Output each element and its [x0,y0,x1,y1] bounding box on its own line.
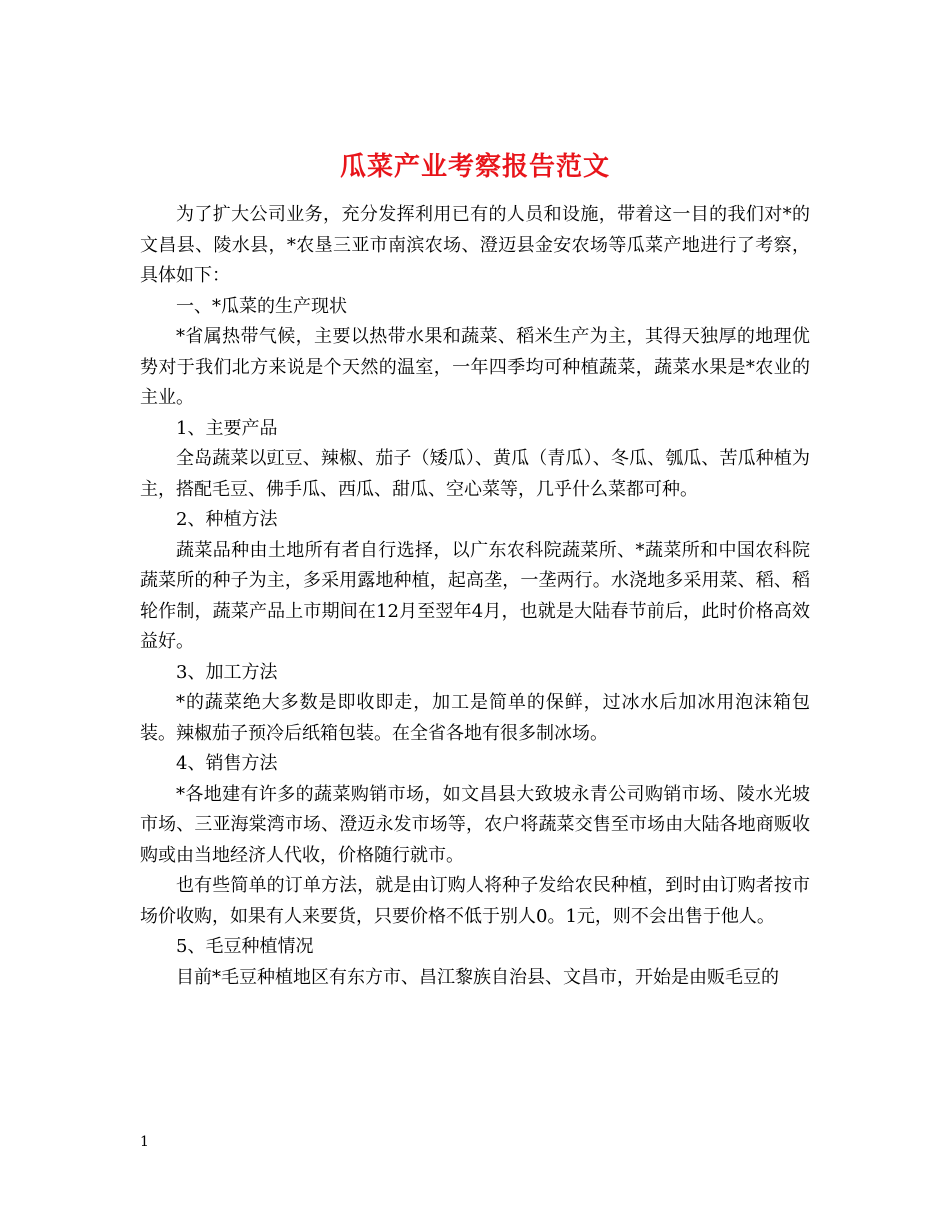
paragraph: *省属热带气候，主要以热带水果和蔬菜、稻米生产为主，其得天独厚的地理优势对于我们北方来说是个天然的温室，一年四季均可种植蔬菜，蔬菜水果是*农业的主业。 [140,326,810,408]
section-heading: 2、种植方法 [176,509,278,530]
paragraph: 为了扩大公司业务，充分发挥利用已有的人员和设施，带着这一目的我们对*的文昌县、陵水县，*农垦三亚市南滨农场、澄迈县金安农场等瓜菜产地进行了考察，具体如下： [140,204,810,286]
paragraph: *各地建有许多的蔬菜购销市场，如文昌县大致坡永青公司购销市场、陵水光坡市场、三亚海棠湾市场、澄迈永发市场等，农户将蔬菜交售至市场由大陆各地商贩收购或由当地经济人代收，价格随行就市。 [140,783,810,866]
section-heading: 4、销售方法 [176,753,278,774]
page-number: 1 [140,1134,149,1150]
document-title: 瓜菜产业考察报告范文 [339,152,610,183]
section-heading: 5、毛豆种植情况 [176,936,314,957]
section-heading: 3、加工方法 [176,661,278,683]
paragraph: *的蔬菜绝大多数是即收即走，加工是简单的保鲜，过冰水后加冰用泡沫箱包装。辣椒茄子预冷后纸箱包装。在全省各地有很多制冰场。 [140,692,810,744]
section-heading: 一、*瓜菜的生产现状 [176,295,347,317]
paragraph: 目前*毛豆种植地区有东方市、昌江黎族自治县、文昌市，开始是由贩毛豆的 [176,966,779,988]
section-heading: 1、主要产品 [176,417,278,439]
paragraph: 也有些简单的订单方法，就是由订购人将种子发给农民种植，到时由订购者按市场价收购，如果有人来要货，只要价格不低于别人0。1元，则不会出售于他人。 [140,875,810,927]
paragraph: 蔬菜品种由土地所有者自行选择，以广东农科院蔬菜所、*蔬菜所和中国农科院蔬菜所的种子为主，多采用露地种植，起高垄，一垄两行。水浇地多采用菜、稻、稻轮作制，蔬菜产品上市期间在12月至翌年4月，也就是大陆春节前后，此时价格高效益好。 [140,539,810,652]
document-body [140,200,810,993]
paragraph: 全岛蔬菜以豇豆、辣椒、茄子（矮瓜）、黄瓜（青瓜）、冬瓜、瓠瓜、苦瓜种植为主，搭配毛豆、佛手瓜、西瓜、甜瓜、空心菜等，几乎什么菜都可种。 [140,448,810,500]
